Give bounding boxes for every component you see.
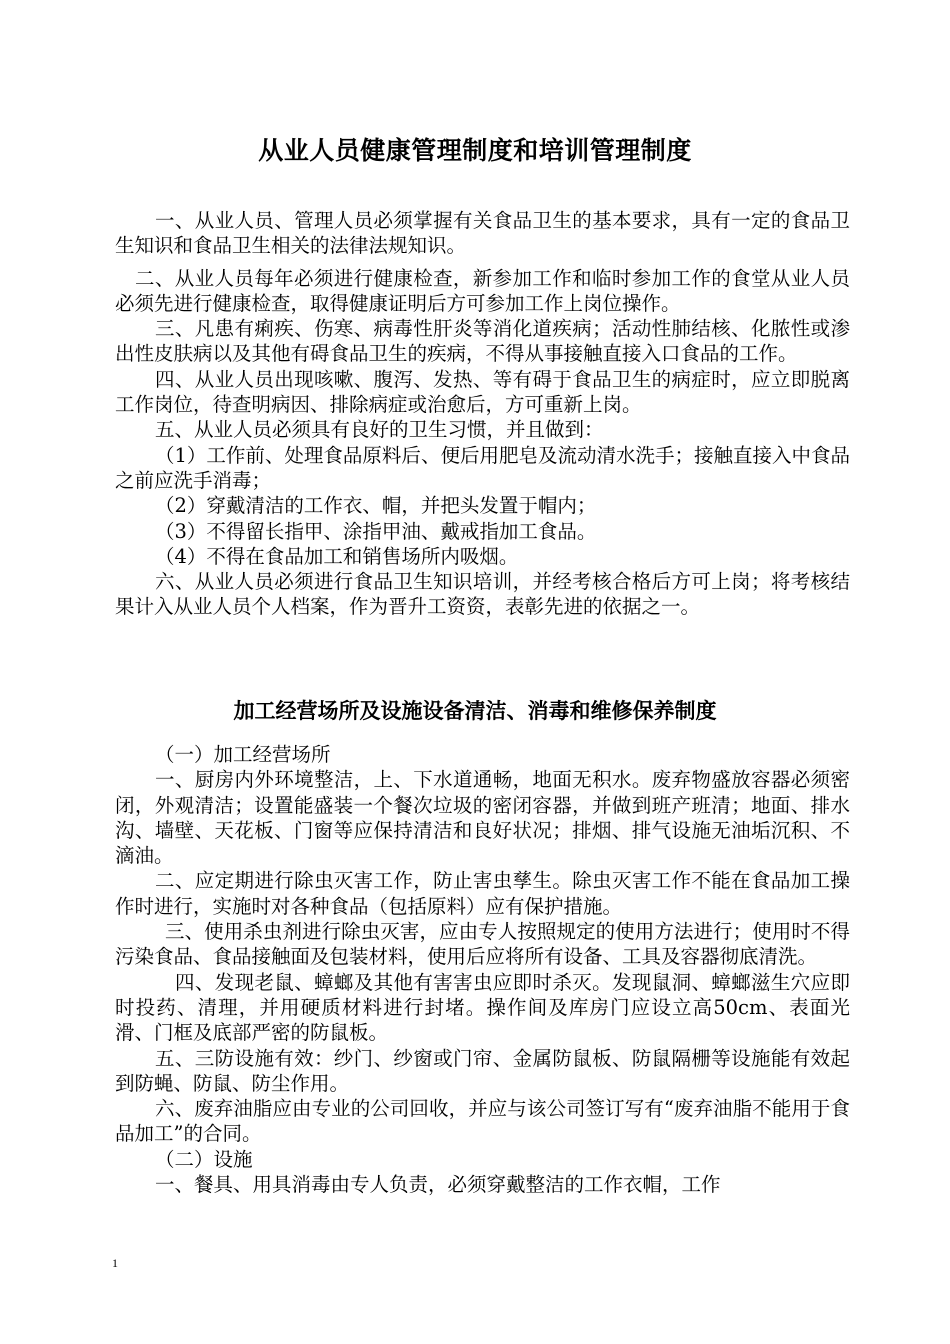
document-title: 从业人员健康管理制度和培训管理制度: [258, 136, 692, 165]
paragraph: 六、从业人员必须进行食品卫生知识培训，并经考核合格后方可上岗；将考核结果计入从业人员个人档案，作为晋升工资资，表彰先进的依据之一。: [115, 570, 850, 619]
paragraph: 四、发现老鼠、蟑螂及其他有害害虫应即时杀灭。发现鼠洞、蟑螂滋生穴应即时投药、清理，并用硬质材料进行封堵。操作间及库房门应设立高50cm、表面光滑、门框及底部严密的防鼠板。: [115, 970, 850, 1045]
paragraph: 五、从业人员必须具有良好的卫生习惯，并且做到：: [155, 418, 604, 442]
section-health-management: [115, 208, 850, 620]
paragraph: 一、餐具、用具消毒由专人负责，必须穿戴整洁的工作衣帽，工作: [155, 1173, 721, 1197]
paragraph: 二、从业人员每年必须进行健康检查，新参加工作和临时参加工作的食堂从业人员必须先进行健康检查，取得健康证明后方可参加工作上岗位操作。: [115, 266, 850, 315]
paragraph: 三、凡患有痢疾、伤寒、病毒性肝炎等消化道疾病；活动性肺结核、化脓性或渗出性皮肤病以及其他有碍食品卫生的疾病，不得从事接触直接入口食品的工作。: [115, 317, 850, 366]
paragraph: 一、厨房内外环境整洁，上、下水道通畅，地面无积水。废弃物盛放容器必须密闭，外观清洁；设置能盛装一个餐次垃圾的密闭容器，并做到班产班清；地面、排水沟、墙壁、天花板、门窗等应保持清洁和良好状况；排烟、排气设施无油垢沉积、不滴油。: [115, 768, 850, 868]
list-item: （2）穿戴清洁的工作衣、帽，并把头发置于帽内；: [155, 494, 597, 518]
list-item: （3）不得留长指甲、涂指甲油、戴戒指加工食品。: [155, 519, 597, 543]
paragraph: 三、使用杀虫剂进行除虫灭害，应由专人按照规定的使用方法进行；使用时不得污染食品、食品接触面及包装材料，使用后应将所有设备、工具及容器彻底清洗。: [115, 920, 850, 969]
paragraph: 五、三防设施有效：纱门、纱窗或门帘、金属防鼠板、防鼠隔栅等设施能有效起到防蝇、防鼠、防尘作用。: [115, 1046, 850, 1095]
subsection-heading: （一）加工经营场所: [155, 743, 331, 766]
list-item: （4）不得在食品加工和销售场所内吸烟。: [155, 544, 519, 568]
paragraph: 六、废弃油脂应由专业的公司回收，并应与该公司签订写有“废弃油脂不能用于食品加工”的合同。: [115, 1097, 850, 1146]
list-item: （1）工作前、处理食品原料后、便后用肥皂及流动清水洗手；接触直接入中食品之前应洗手消毒；: [115, 443, 850, 492]
subsection-heading: （二）设施: [155, 1147, 253, 1171]
section-facility-cleaning: [115, 742, 850, 1197]
paragraph: 二、应定期进行除虫灭害工作，防止害虫孳生。除虫灭害工作不能在食品加工操作时进行，实施时对各种食品（包括原料）应有保护措施。: [115, 869, 850, 918]
page-number: 1: [112, 1256, 118, 1270]
section-title: 加工经营场所及设施设备清洁、消毒和维修保养制度: [233, 698, 717, 723]
paragraph: 四、从业人员出现咳嗽、腹泻、发热、等有碍于食品卫生的病症时，应立即脱离工作岗位，待查明病因、排除病症或治愈后，方可重新上岗。: [115, 367, 850, 417]
paragraph: 一、从业人员、管理人员必须掌握有关食品卫生的基本要求，具有一定的食品卫生知识和食品卫生相关的法律法规知识。: [115, 209, 850, 258]
